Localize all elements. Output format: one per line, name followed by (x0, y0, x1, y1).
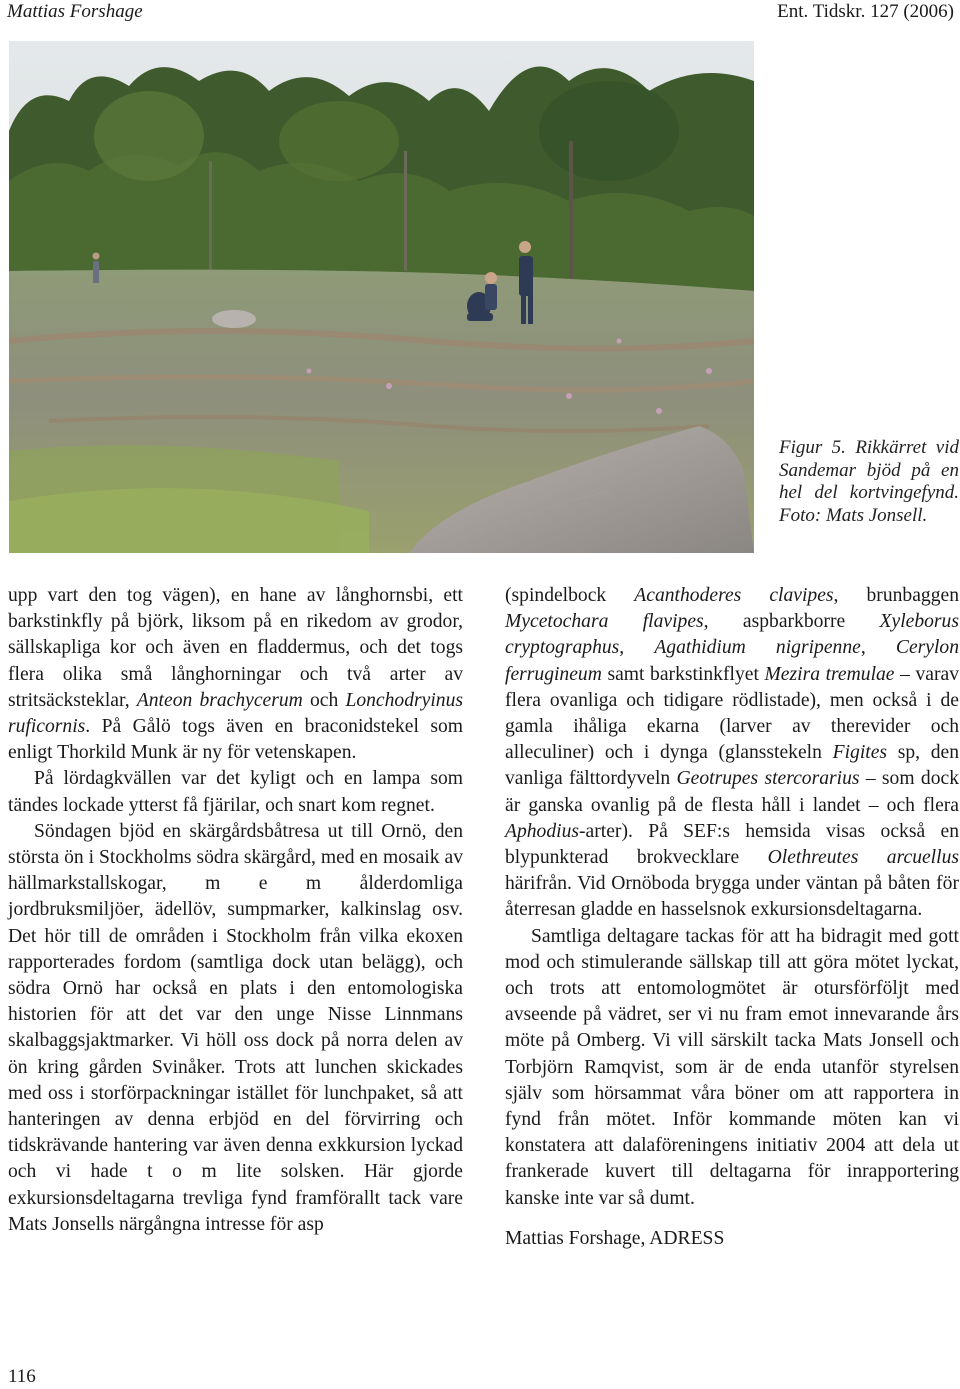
species-name: Mezira tremulae (764, 663, 895, 685)
paragraph: (spindelbock Acanthoderes clavipes, brunbaggen Mycetochara flavipes, aspbarkborre Xyleborus cryptographus, Agathidium nigripenne, Cerylon ferrugineum samt barkstinkflyet Mezira tremulae – varav flera ovanliga och tidigare rödlistade), men också i de gamla ihåliga ekarna (larver av therevider och alleculiner) och i dynga (glansstekeln Figites sp, den vanliga fälttordyveln Geotrupes stercorarius – som dock är ganska ovanlig på de flesta håll i landet – och flera Aphodius-arter). På SEF:s hemsida visas också en blypunkterad brokvecklare Olethreutes arcuellus härifrån. Vid Ornöboda brygga under väntan på båten för återresan gladde en hasselsnok exkursionsdeltagarna. (505, 585, 960, 921)
species-name: Mycetochara flavipes (505, 611, 704, 633)
right-column (505, 583, 959, 1252)
species-name: Geotrupes stercorarius (676, 768, 860, 790)
page-number: 116 (8, 1366, 36, 1387)
species-name: Olethreutes arcuellus (767, 847, 959, 869)
running-header-author: Mattias Forshage (7, 1, 143, 22)
paragraph: upp vart den tog vägen), en hane av långhornsbi, ett barkstinkfly på björk, liksom på en rikedom av grodor, sällskapliga kor och även en fladdermus, och det togs flera olika små långhorningar och två arter av stritsäcksteklar, Anteon brachycerum och Lonchodryinus ruficornis. På Gålö togs även en braconidstekel som enligt Thorkild Munk är ny för vetenskapen. (8, 585, 463, 764)
running-header-journal: Ent. Tidskr. 127 (2006) (777, 1, 954, 22)
species-name: Cerylon ferrugineum (505, 637, 959, 685)
species-name: Acanthoderes clavipes (634, 585, 834, 606)
left-column (8, 583, 463, 1238)
species-name: Anteon brachycerum (136, 689, 303, 711)
species-name: Figites (832, 742, 888, 764)
figure-caption: Figur 5. Rikkärret vid Sandemar bjöd på en hel del kortvingefynd. Foto: Mats Jonsell. (779, 437, 959, 526)
paragraph: Samtliga deltagare tackas för att ha bidragit med gott mod och stimulerande sällskap till att göra mötet lyckat, och trots att entomologmötet är otursförföljt med avseende på vädret, ser vi nu fram emot innevarande års möte på Omberg. Vi vill särskilt tacka Mats Jonsell och Torbjörn Ramqvist, som är de enda utanför styrelsen själv som hörsammat våra böner om att rapportera in fynd från mötet. Inför kommande möten kan vi konstatera att dalaföreningens initiativ 2004 att dela ut frankerade kuvert till deltagarna för inrapportering kanske inte var så dumt. (505, 925, 959, 1209)
species-name: Agathidium nigripenne (654, 637, 861, 659)
paragraph: På lördagkvällen var det kyligt och en lampa som tändes lockade ytterst få fjärilar, och snart kom regnet. (8, 768, 463, 816)
paragraph: Söndagen bjöd en skärgårdsbåtresa ut till Ornö, den största ön i Stockholms södra skärgård, med en mosaik av hällmarkstallskogar, m e m ålderdomliga jordbruksmiljöer, ädellöv, sumpmarker, kalkinslag osv. Det hör till de områden i Stockholm från vilka ekoxen rapporterades fordom (samtliga dock utan belägg), och södra Ornö har också en plats i den entomologiska historien för att det var den unge Nisse Linnmans skalbaggsjaktmarker. Vi höll oss dock på norra delen av ön kring gården Svinåker. Trots att lunchen skickades med oss i storförpackningar istället för lunchpaket, så att hanteringen av denna erbjöd en del förvirring och tidskrävande hantering var även denna exkkursion lyckad och vi hade t o m lite solsken. Här gjorde exkursionsdeltagarna trevliga fynd framförallt tack vare Mats Jonsells närgångna intresse för asp (8, 820, 463, 1235)
figure-photo (9, 41, 754, 553)
species-name: Xyleborus cryptographus (505, 611, 959, 659)
species-name: Aphodius (505, 820, 580, 842)
author-signature: Mattias Forshage, ADRESS (505, 1227, 725, 1249)
species-name: Lonchodryinus ruficornis (8, 689, 463, 738)
